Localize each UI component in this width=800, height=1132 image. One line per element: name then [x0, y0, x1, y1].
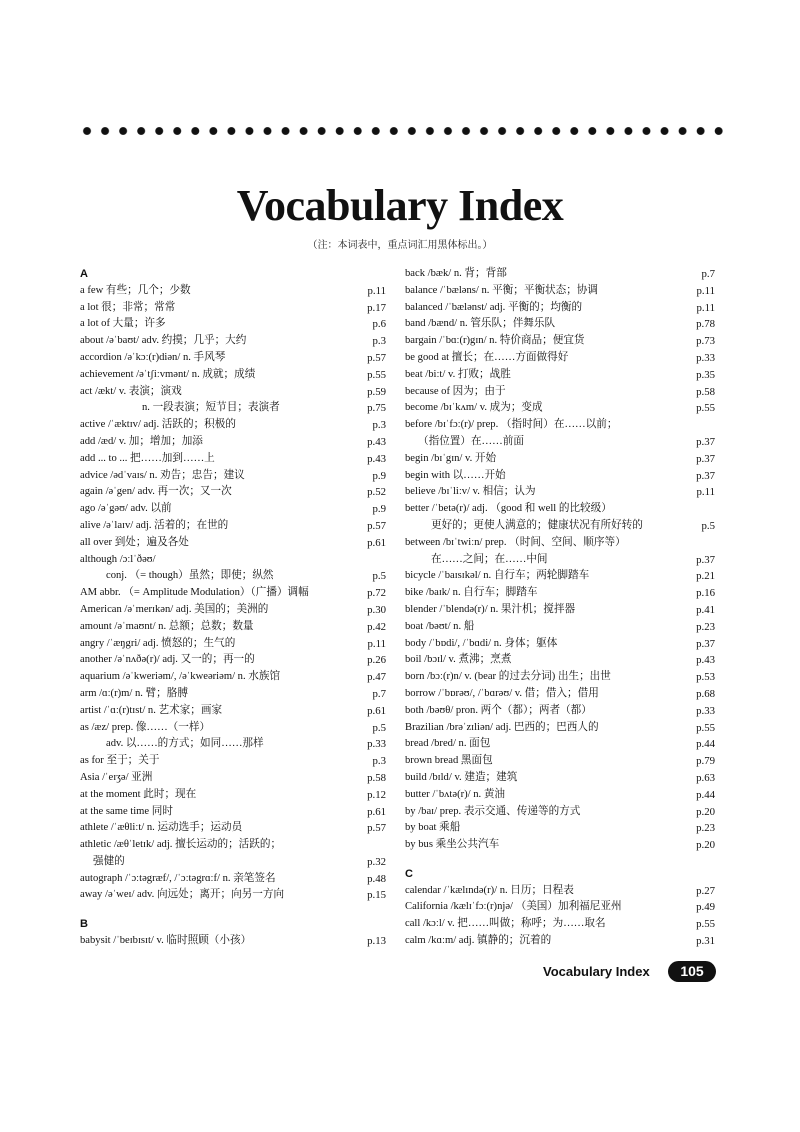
index-entry — [80, 753, 386, 770]
index-entry — [405, 283, 715, 300]
index-entry — [80, 703, 386, 720]
entry-page: p.59 — [367, 385, 386, 398]
index-entry — [80, 686, 386, 703]
entry-text: as for 至于；关于 — [80, 755, 160, 767]
index-entry — [405, 484, 715, 501]
entry-text: 更好的；更使人满意的；健康状况有所好转的 — [431, 519, 643, 531]
entry-page: p.5 — [372, 570, 386, 583]
index-entry — [405, 883, 715, 900]
index-entry — [405, 350, 715, 367]
entry-text: add ... to ... 把……加到……上 — [80, 452, 215, 464]
index-entry — [405, 703, 715, 720]
entry-text: 强健的 — [93, 855, 125, 867]
entry-text: bargain /ˈbɑː(r)gɪn/ n. 特价商品；便宜货 — [405, 335, 585, 347]
index-entry — [80, 468, 386, 485]
entry-page: p.49 — [696, 901, 715, 914]
entry-page: p.61 — [367, 805, 386, 818]
entry-page: p.58 — [696, 385, 715, 398]
entry-page: p.68 — [696, 687, 715, 700]
entry-page: p.37 — [696, 637, 715, 650]
entry-page: p.23 — [696, 620, 715, 633]
entry-text: bike /baɪk/ n. 自行车；脚踏车 — [405, 587, 538, 599]
entry-text: active /ˈæktɪv/ adj. 活跃的；积极的 — [80, 419, 236, 431]
entry-text: away /əˈweɪ/ adv. 向远处；离开；向另一方向 — [80, 889, 285, 901]
entry-text: amount /əˈmaʊnt/ n. 总额；总数；数量 — [80, 620, 254, 632]
index-column-right — [405, 266, 715, 950]
entry-page: p.3 — [372, 419, 386, 432]
entry-text: back /bæk/ n. 背；背部 — [405, 268, 507, 279]
index-entry — [405, 333, 715, 350]
entry-page: p.11 — [696, 486, 715, 499]
page-title: Vocabulary Index — [236, 181, 564, 230]
entry-page: p.55 — [696, 402, 715, 415]
entry-page: p.23 — [696, 822, 715, 835]
index-entry — [405, 619, 715, 636]
entry-page: p.57 — [367, 351, 386, 364]
entry-page: p.79 — [696, 755, 715, 768]
entry-page: p.32 — [367, 855, 386, 868]
entry-text: add /æd/ v. 加；增加；加添 — [80, 435, 203, 447]
entry-page: p.7 — [701, 268, 715, 280]
entry-page: p.37 — [696, 435, 715, 448]
entry-page: p.73 — [696, 335, 715, 348]
entry-text: brown bread 黑面包 — [405, 755, 493, 767]
entry-page: p.47 — [367, 671, 386, 684]
entry-page: p.37 — [696, 469, 715, 482]
entry-text: babysit /ˈbeɪbɪsɪt/ v. 临时照顾（小孩） — [80, 935, 252, 947]
entry-page: p.61 — [367, 536, 386, 549]
dotted-rule — [78, 125, 728, 137]
entry-text: both /bəʊθ/ pron. 两个（都）；两者（都） — [405, 704, 592, 716]
entry-text: balance /ˈbæləns/ n. 平衡；平衡状态；协调 — [405, 284, 599, 296]
index-entry — [80, 451, 386, 468]
entry-page: p.43 — [696, 654, 715, 667]
index-entry — [405, 899, 715, 916]
entry-page: p.5 — [701, 519, 715, 532]
entry-text: again /əˈgen/ adv. 再一次；又一次 — [80, 486, 232, 498]
entry-page: p.63 — [696, 771, 715, 784]
index-entry — [80, 316, 386, 333]
entry-text: American /əˈmerɪkən/ adj. 美国的；美洲的 — [80, 603, 269, 615]
entry-text: between /bɪˈtwiːn/ prep. （时间、空间、顺序等） — [405, 536, 626, 548]
entry-text: A — [80, 268, 88, 280]
index-entry — [405, 300, 715, 317]
entry-page: p.78 — [696, 318, 715, 331]
entry-page: p.31 — [696, 935, 715, 948]
index-entry — [405, 787, 715, 804]
entry-page: p.41 — [696, 603, 715, 616]
index-entry — [80, 619, 386, 636]
index-entry — [405, 400, 715, 417]
entry-text: 在……之间；在……中间 — [431, 553, 548, 565]
entry-text: become /bɪˈkʌm/ v. 成为；变成 — [405, 402, 543, 414]
entry-page: p.12 — [367, 788, 386, 801]
index-entry — [405, 585, 715, 602]
entry-text: advice /ədˈvaɪs/ n. 劝告；忠告；建议 — [80, 469, 245, 481]
entry-page: p.11 — [696, 284, 715, 297]
section-letter — [80, 266, 386, 283]
index-entry — [80, 804, 386, 821]
index-entry — [405, 652, 715, 669]
index-entry — [80, 669, 386, 686]
index-entry — [405, 384, 715, 401]
entry-text: believe /bɪˈliːv/ v. 相信；认为 — [405, 486, 536, 498]
entry-text: be good at 擅长；在……方面做得好 — [405, 351, 569, 363]
entry-text: begin with 以……开始 — [405, 469, 506, 481]
entry-text: B — [80, 918, 88, 931]
entry-page: p.52 — [367, 486, 386, 499]
entry-page: p.42 — [367, 620, 386, 633]
entry-page: p.37 — [696, 553, 715, 566]
entry-page: p.6 — [372, 318, 386, 331]
footer-label: Vocabulary Index — [543, 964, 650, 979]
entry-page: p.9 — [372, 469, 386, 482]
entry-page: p.43 — [367, 452, 386, 465]
entry-page: p.30 — [367, 603, 386, 616]
entry-page: p.15 — [367, 889, 386, 902]
entry-text: as /æz/ prep. 像……（一样） — [80, 721, 211, 733]
entry-page: p.26 — [367, 654, 386, 667]
index-entry — [80, 434, 386, 451]
entry-page: p.53 — [696, 671, 715, 684]
entry-page: p.33 — [696, 704, 715, 717]
index-entry — [405, 636, 715, 653]
entry-page: p.16 — [696, 587, 715, 600]
entry-page: p.58 — [367, 771, 386, 784]
entry-page: p.13 — [367, 935, 386, 948]
entry-text: at the moment 此时；现在 — [80, 788, 197, 800]
entry-text: ago /əˈgəʊ/ adv. 以前 — [80, 503, 172, 515]
entry-text: another /əˈnʌðə(r)/ adj. 又一的；再一的 — [80, 654, 255, 666]
entry-text: by /baɪ/ prep. 表示交通、传递等的方式 — [405, 805, 581, 817]
entry-text: call /kɔːl/ v. 把……叫做；称呼；为……取名 — [405, 918, 606, 930]
entry-page: p.57 — [367, 519, 386, 532]
entry-text: alive /əˈlaɪv/ adj. 活着的；在世的 — [80, 519, 229, 531]
page-number-badge: 105 — [668, 961, 716, 982]
index-entry — [80, 720, 386, 737]
section-letter — [405, 866, 715, 883]
index-entry — [405, 837, 715, 854]
entry-page: p.55 — [696, 918, 715, 931]
entry-text: born /bɔː(r)n/ v. (bear 的过去分词) 出生；出世 — [405, 671, 611, 683]
entry-text: borrow /ˈbɒrəʊ/, /ˈbɑrəʊ/ v. 借；借入；借用 — [405, 687, 599, 699]
entry-text: by bus 乘坐公共汽车 — [405, 839, 500, 851]
entry-text: aquarium /əˈkweriəm/, /əˈkweəriəm/ n. 水族馆 — [80, 671, 281, 683]
entry-page: p.7 — [372, 687, 386, 700]
index-entry — [405, 434, 715, 451]
entry-page: p.43 — [367, 435, 386, 448]
entry-page: p.11 — [367, 284, 386, 297]
index-entry — [405, 501, 715, 518]
index-entry — [405, 602, 715, 619]
entry-text: （指位置）在……前面 — [418, 435, 524, 447]
entry-text: bicycle /ˈbaɪsɪkəl/ n. 自行车；两轮脚踏车 — [405, 570, 590, 582]
index-entry — [405, 468, 715, 485]
index-entry — [80, 854, 386, 871]
entry-text: Asia /ˈeɪʒə/ 亚洲 — [80, 771, 153, 783]
index-entry — [80, 552, 386, 569]
index-entry — [405, 316, 715, 333]
entry-text: although /ɔːlˈðəʊ/ — [80, 553, 156, 565]
entry-text: butter /ˈbʌtə(r)/ n. 黄油 — [405, 788, 506, 800]
entry-page: p.72 — [367, 587, 386, 600]
entry-text: calm /kɑːm/ adj. 镇静的；沉着的 — [405, 935, 552, 947]
entry-text: artist /ˈɑː(r)tɪst/ n. 艺术家；画家 — [80, 704, 223, 716]
entry-text: autograph /ˈɔːtəgræf/, /ˈɔːtəgrɑːf/ n. 亲笔签名 — [80, 872, 276, 884]
index-entry — [80, 770, 386, 787]
index-entry — [80, 367, 386, 384]
index-entry — [80, 736, 386, 753]
entry-text: better /ˈbetə(r)/ adj. （good 和 well 的比较级） — [405, 503, 612, 515]
index-entry — [80, 652, 386, 669]
entry-page: p.9 — [372, 503, 386, 516]
index-entry — [80, 333, 386, 350]
index-entry — [80, 417, 386, 434]
index-entry — [80, 887, 386, 904]
index-column-left — [80, 266, 386, 950]
index-entry — [80, 518, 386, 535]
entry-page: p.20 — [696, 839, 715, 852]
entry-page: p.5 — [372, 721, 386, 734]
index-entry — [405, 736, 715, 753]
entry-text: athlete /ˈæθliːt/ n. 运动选手；运动员 — [80, 822, 243, 834]
entry-text: calendar /ˈkælɪndə(r)/ n. 日历；日程表 — [405, 884, 574, 896]
entry-text: act /ækt/ v. 表演；演戏 — [80, 385, 182, 397]
index-entry — [80, 636, 386, 653]
entry-page: p.75 — [367, 402, 386, 415]
entry-text: angry /ˈæŋgri/ adj. 愤怒的；生气的 — [80, 637, 236, 649]
entry-text: before /bɪˈfɔː(r)/ prep. （指时间）在……以前； — [405, 419, 618, 431]
entry-page: p.37 — [696, 452, 715, 465]
entry-text: a lot 很；非常；常常 — [80, 301, 176, 313]
entry-page: p.11 — [367, 637, 386, 650]
index-entry — [405, 367, 715, 384]
entry-page: p.44 — [696, 738, 715, 751]
entry-text: by boat 乘船 — [405, 822, 461, 834]
index-entry — [405, 820, 715, 837]
entry-text: Brazilian /brəˈzɪliən/ adj. 巴西的；巴西人的 — [405, 721, 599, 733]
entry-text: at the same time 同时 — [80, 805, 173, 817]
entry-text: blender /ˈblendə(r)/ n. 果汁机；搅拌器 — [405, 603, 576, 615]
index-entry — [80, 787, 386, 804]
index-entry — [80, 400, 386, 417]
index-entry — [405, 669, 715, 686]
section-gap — [80, 904, 386, 916]
entry-text: beat /biːt/ v. 打败；战胜 — [405, 368, 511, 380]
index-entry — [405, 753, 715, 770]
index-entry — [80, 501, 386, 518]
index-entry — [80, 484, 386, 501]
entry-text: C — [405, 867, 413, 880]
entry-text: arm /ɑː(r)m/ n. 臂；胳膊 — [80, 687, 188, 699]
entry-text: achievement /əˈtʃiːvmənt/ n. 成就；成绩 — [80, 368, 256, 380]
entry-page: p.33 — [367, 738, 386, 751]
index-entry — [80, 837, 386, 854]
entry-page: p.35 — [696, 368, 715, 381]
entry-page: p.57 — [367, 822, 386, 835]
entry-page: p.21 — [696, 570, 715, 583]
index-entry — [405, 535, 715, 552]
entry-text: about /əˈbaʊt/ adv. 约摸；几乎；大约 — [80, 335, 247, 347]
index-entry — [80, 350, 386, 367]
entry-text: build /bɪld/ v. 建造；建筑 — [405, 771, 518, 783]
entry-text: adv. 以……的方式；如同……那样 — [106, 738, 264, 750]
title-note: （注：本词表中，重点词汇用黑体标出。） — [307, 240, 493, 251]
index-entry — [80, 602, 386, 619]
entry-text: all over 到处；遍及各处 — [80, 536, 189, 548]
index-entry — [405, 916, 715, 933]
entry-page: p.27 — [696, 884, 715, 897]
entry-page: p.33 — [696, 351, 715, 364]
entry-page: p.11 — [696, 301, 715, 314]
index-entry — [405, 417, 715, 434]
index-entry — [80, 820, 386, 837]
entry-text: band /bænd/ n. 管乐队；伴舞乐队 — [405, 318, 556, 330]
section-letter — [80, 916, 386, 933]
index-entry — [80, 283, 386, 300]
entry-page: p.3 — [372, 335, 386, 348]
index-entry — [405, 451, 715, 468]
index-entry — [405, 933, 715, 950]
entry-text: n. 一段表演；短节目；表演者 — [142, 402, 280, 414]
entry-page: p.20 — [696, 805, 715, 818]
index-entry — [405, 518, 715, 535]
entry-text: body /ˈbɒdi/, /ˈbɑdi/ n. 身体；躯体 — [405, 637, 558, 649]
entry-page: p.55 — [696, 721, 715, 734]
index-entry — [80, 585, 386, 602]
entry-page: p.55 — [367, 368, 386, 381]
entry-text: a few 有些；几个；少数 — [80, 284, 191, 296]
index-entry — [80, 384, 386, 401]
entry-text: California /kælɪˈfɔː(r)njə/ （美国）加利福尼亚州 — [405, 901, 622, 913]
index-entry — [80, 535, 386, 552]
entry-page: p.17 — [367, 301, 386, 314]
entry-text: boat /bəʊt/ n. 船 — [405, 620, 475, 632]
index-entry — [80, 300, 386, 317]
entry-text: balanced /ˈbælənst/ adj. 平衡的；均衡的 — [405, 301, 583, 313]
entry-page: p.3 — [372, 755, 386, 768]
index-entry — [405, 266, 715, 283]
index-entry — [80, 933, 386, 950]
index-entry — [80, 568, 386, 585]
entry-text: athletic /æθˈletɪk/ adj. 擅长运动的；活跃的； — [80, 839, 282, 851]
entry-page: p.48 — [367, 872, 386, 885]
entry-page: p.61 — [367, 704, 386, 717]
index-entry — [405, 770, 715, 787]
index-entry — [405, 552, 715, 569]
index-entry — [405, 568, 715, 585]
entry-text: conj. （= though）虽然；即使；纵然 — [106, 570, 274, 582]
entry-page: p.44 — [696, 788, 715, 801]
entry-text: AM abbr. （= Amplitude Modulation）（广播）调幅 — [80, 587, 309, 599]
entry-text: boil /bɔɪl/ v. 煮沸；烹煮 — [405, 654, 512, 666]
section-gap — [405, 854, 715, 866]
index-entry — [405, 804, 715, 821]
entry-text: begin /bɪˈgɪn/ v. 开始 — [405, 452, 497, 464]
entry-text: accordion /əˈkɔː(r)diən/ n. 手风琴 — [80, 351, 226, 363]
index-entry — [80, 871, 386, 888]
entry-text: bread /bred/ n. 面包 — [405, 738, 491, 750]
entry-text: because of 因为；由于 — [405, 385, 506, 397]
index-entry — [405, 686, 715, 703]
index-entry — [405, 720, 715, 737]
entry-text: a lot of 大量；许多 — [80, 318, 166, 330]
